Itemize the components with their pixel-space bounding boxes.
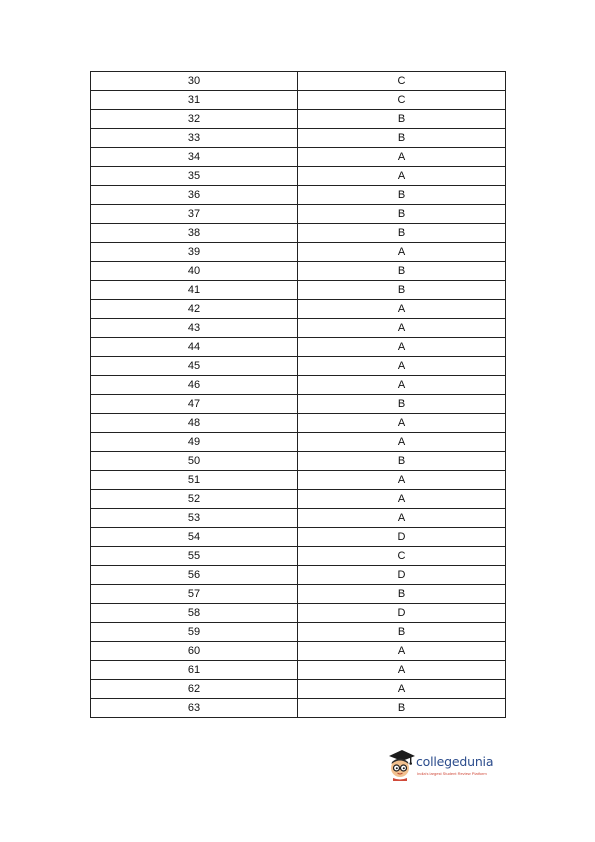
answer-option-cell: C [298, 547, 506, 566]
answer-option-cell: B [298, 395, 506, 414]
table-row [91, 585, 506, 604]
answer-option-cell: C [298, 72, 506, 91]
question-number-cell: 37 [91, 205, 298, 224]
answer-option-cell: B [298, 262, 506, 281]
table-row [91, 129, 506, 148]
table-row [91, 357, 506, 376]
question-number-cell: 50 [91, 452, 298, 471]
answer-option-cell: A [298, 642, 506, 661]
table-row [91, 376, 506, 395]
answer-option-cell: A [298, 148, 506, 167]
logo-tagline: India's largest Student Review Platform [417, 771, 487, 776]
answer-option-cell: D [298, 604, 506, 623]
question-number-cell: 40 [91, 262, 298, 281]
question-number-cell: 45 [91, 357, 298, 376]
table-row [91, 433, 506, 452]
answer-option-cell: B [298, 452, 506, 471]
answer-key-rows [91, 72, 506, 718]
answer-option-cell: A [298, 376, 506, 395]
question-number-cell: 39 [91, 243, 298, 262]
table-row [91, 471, 506, 490]
question-number-cell: 34 [91, 148, 298, 167]
logo-wordmark: collegedunia [416, 754, 494, 769]
answer-option-cell: B [298, 585, 506, 604]
table-row [91, 661, 506, 680]
table-row [91, 167, 506, 186]
table-row [91, 262, 506, 281]
table-row [91, 642, 506, 661]
answer-option-cell: B [298, 623, 506, 642]
question-number-cell: 48 [91, 414, 298, 433]
question-number-cell: 54 [91, 528, 298, 547]
table-row [91, 186, 506, 205]
answer-option-cell: A [298, 167, 506, 186]
table-row [91, 604, 506, 623]
question-number-cell: 46 [91, 376, 298, 395]
table-row [91, 566, 506, 585]
answer-option-cell: A [298, 243, 506, 262]
table-row [91, 509, 506, 528]
table-row [91, 623, 506, 642]
answer-option-cell: B [298, 699, 506, 718]
question-number-cell: 43 [91, 319, 298, 338]
table-row [91, 205, 506, 224]
table-row [91, 148, 506, 167]
question-number-cell: 31 [91, 91, 298, 110]
question-number-cell: 32 [91, 110, 298, 129]
question-number-cell: 60 [91, 642, 298, 661]
table-row [91, 110, 506, 129]
answer-option-cell: A [298, 357, 506, 376]
answer-option-cell: A [298, 471, 506, 490]
question-number-cell: 61 [91, 661, 298, 680]
question-number-cell: 56 [91, 566, 298, 585]
question-number-cell: 49 [91, 433, 298, 452]
answer-option-cell: B [298, 110, 506, 129]
question-number-cell: 57 [91, 585, 298, 604]
answer-option-cell: A [298, 509, 506, 528]
table-row [91, 680, 506, 699]
answer-option-cell: B [298, 129, 506, 148]
question-number-cell: 38 [91, 224, 298, 243]
answer-option-cell: A [298, 300, 506, 319]
question-number-cell: 42 [91, 300, 298, 319]
question-number-cell: 51 [91, 471, 298, 490]
answer-option-cell: B [298, 186, 506, 205]
answer-option-cell: A [298, 490, 506, 509]
answer-option-cell: B [298, 281, 506, 300]
answer-option-cell: D [298, 528, 506, 547]
table-row [91, 224, 506, 243]
answer-option-cell: B [298, 224, 506, 243]
table-row [91, 699, 506, 718]
question-number-cell: 58 [91, 604, 298, 623]
table-row [91, 91, 506, 110]
question-number-cell: 47 [91, 395, 298, 414]
answer-option-cell: A [298, 319, 506, 338]
table-row [91, 300, 506, 319]
collegedunia-logo [385, 747, 510, 781]
table-row [91, 528, 506, 547]
question-number-cell: 30 [91, 72, 298, 91]
answer-key-table [90, 71, 506, 718]
table-row [91, 414, 506, 433]
answer-option-cell: A [298, 661, 506, 680]
question-number-cell: 35 [91, 167, 298, 186]
question-number-cell: 52 [91, 490, 298, 509]
answer-option-cell: D [298, 566, 506, 585]
answer-option-cell: A [298, 338, 506, 357]
table-row [91, 490, 506, 509]
answer-option-cell: A [298, 680, 506, 699]
question-number-cell: 33 [91, 129, 298, 148]
question-number-cell: 63 [91, 699, 298, 718]
question-number-cell: 36 [91, 186, 298, 205]
answer-option-cell: C [298, 91, 506, 110]
question-number-cell: 59 [91, 623, 298, 642]
question-number-cell: 41 [91, 281, 298, 300]
table-row [91, 281, 506, 300]
answer-option-cell: A [298, 414, 506, 433]
answer-option-cell: A [298, 433, 506, 452]
collegedunia-mascot-icon [385, 747, 417, 781]
question-number-cell: 62 [91, 680, 298, 699]
table-row [91, 395, 506, 414]
table-row [91, 319, 506, 338]
table-row [91, 547, 506, 566]
table-row [91, 338, 506, 357]
answer-option-cell: B [298, 205, 506, 224]
table-row [91, 452, 506, 471]
table-row [91, 72, 506, 91]
table-row [91, 243, 506, 262]
question-number-cell: 55 [91, 547, 298, 566]
question-number-cell: 44 [91, 338, 298, 357]
question-number-cell: 53 [91, 509, 298, 528]
